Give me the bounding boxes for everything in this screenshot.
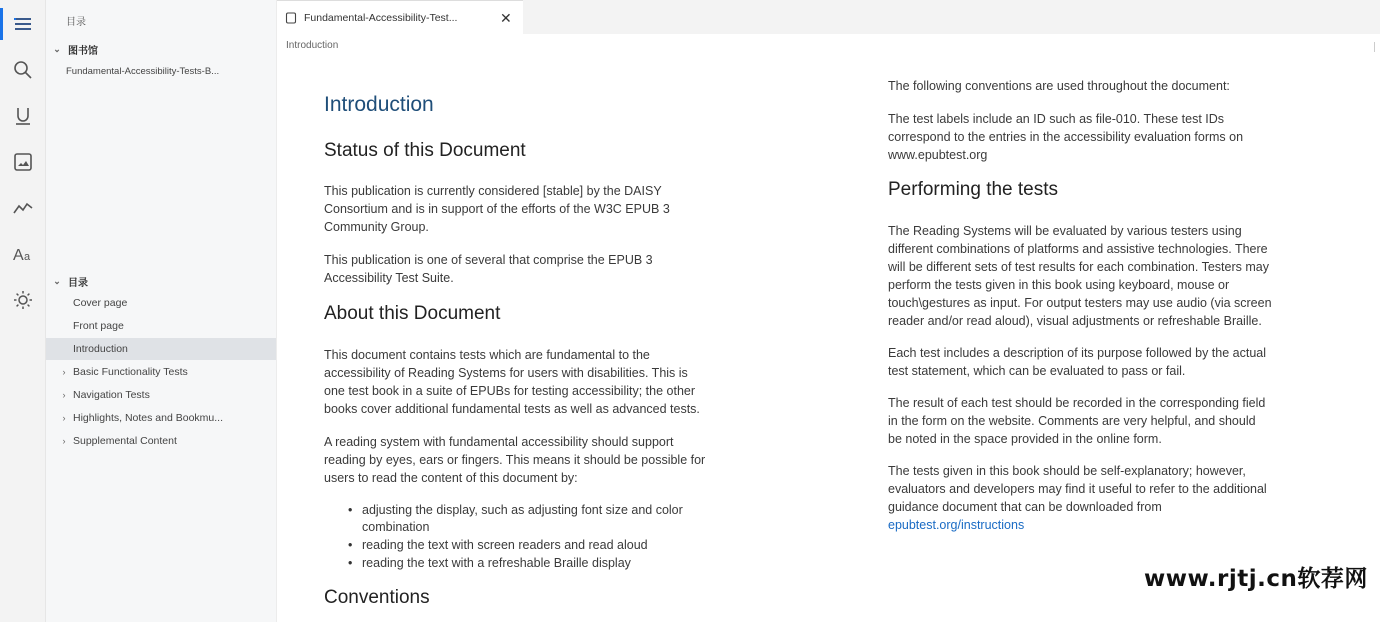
search-icon[interactable] xyxy=(0,50,46,90)
toc-item-supplemental[interactable]: › Supplemental Content xyxy=(46,430,276,452)
toc-item-basic-functionality[interactable]: › Basic Functionality Tests xyxy=(46,361,276,383)
page-title: Introduction xyxy=(324,93,434,116)
heading-conventions: Conventions xyxy=(324,587,430,608)
chart-line-icon[interactable] xyxy=(0,188,46,228)
paragraph-line: Consortium and is in support of the efforts of the W3C EPUB 3 xyxy=(324,202,670,216)
heading-status: Status of this Document xyxy=(324,140,526,161)
sidebar-title: 目录 xyxy=(66,17,86,28)
list-item: • reading the text with a refreshable Braille display xyxy=(362,554,631,572)
paragraph-line: touch\gestures as input. For output testers may use audio (via screen xyxy=(888,296,1272,310)
paragraph-line: perform the tests given in this book using keyboard, mouse or xyxy=(888,278,1230,292)
toc-item-cover-page[interactable]: Cover page xyxy=(73,297,128,309)
library-section[interactable] xyxy=(52,42,98,57)
paragraph-line: The following conventions are used throughout the document: xyxy=(888,79,1230,93)
paragraph-line: This publication is currently considered [stable] by the DAISY xyxy=(324,184,662,198)
paragraph-line: different combinations of platforms and assistive technologies. There xyxy=(888,242,1268,256)
divider xyxy=(1374,42,1375,52)
paragraph-line: accessibility of Reading Systems for users with disabilities. This is xyxy=(324,366,688,380)
toc-label: 目录 xyxy=(68,278,88,289)
underline-icon[interactable] xyxy=(0,96,46,136)
list-item: • reading the text with screen readers and read aloud xyxy=(362,536,648,554)
chevron-down-icon: ⌄ xyxy=(53,44,61,54)
toc-item-highlights[interactable]: › Highlights, Notes and Bookmu... xyxy=(46,407,276,429)
tab-bar xyxy=(277,0,1380,34)
image-icon[interactable] xyxy=(0,142,46,182)
svg-text:A: A xyxy=(13,247,24,264)
activity-bar xyxy=(0,0,46,622)
chevron-right-icon: › xyxy=(62,436,66,446)
paragraph-line: will be different sets of test results for each combination. Testers may xyxy=(888,260,1269,274)
paragraph-line: books cover additional fundamental tests as well as advanced tests. xyxy=(324,402,700,416)
paragraph-line: correspond to the entries in the accessibility evaluation forms on xyxy=(888,130,1244,144)
close-icon[interactable]: ✕ xyxy=(500,9,512,26)
paragraph-line: test statement, which can be evaluated to pass or fail. xyxy=(888,364,1186,378)
paragraph-line: be noted in the space provided in the online form. xyxy=(888,432,1162,446)
toc-list-icon[interactable] xyxy=(0,4,46,44)
chevron-right-icon: › xyxy=(62,367,66,377)
paragraph-line: Accessibility Test Suite. xyxy=(324,271,454,285)
paragraph-line: evaluators and developers may find it useful to refer to the additional xyxy=(888,482,1267,496)
heading-performing: Performing the tests xyxy=(888,179,1059,200)
chevron-right-icon: › xyxy=(62,413,66,423)
chevron-down-icon: ⌄ xyxy=(53,276,61,286)
breadcrumb: Introduction xyxy=(286,40,339,51)
tab-label: Fundamental-Accessibility-Test... xyxy=(304,11,458,24)
toc-section[interactable] xyxy=(52,274,88,289)
paragraph-line: reading by eyes, ears or fingers. This means it should be possible for xyxy=(324,453,706,467)
font-icon[interactable] xyxy=(0,234,46,274)
watermark: www.rjtj.cn软荐网 xyxy=(1144,566,1368,592)
paragraph-line: one test book in a suite of EPUBs for testing accessibility; the other xyxy=(324,384,696,398)
sidebar xyxy=(46,0,277,622)
tab-document[interactable] xyxy=(277,0,523,34)
document-icon xyxy=(285,12,297,24)
paragraph-line: www.epubtest.org xyxy=(888,148,988,162)
sun-icon[interactable] xyxy=(0,280,46,320)
svg-text:a: a xyxy=(24,251,31,263)
list-item: • adjusting the display, such as adjusting font size and color xyxy=(362,501,683,519)
chevron-right-icon: › xyxy=(62,390,66,400)
toc-item-front-page[interactable]: Front page xyxy=(73,320,124,332)
toc-item-navigation-tests[interactable]: › Navigation Tests xyxy=(46,384,276,406)
paragraph-line: reader and/or read aloud), visual adjustments or refreshable Braille. xyxy=(888,314,1262,328)
paragraph-line: A reading system with fundamental accessibility should support xyxy=(324,435,674,449)
book-item[interactable]: Fundamental-Accessibility-Tests-B... xyxy=(66,66,220,77)
heading-about: About this Document xyxy=(324,303,501,324)
paragraph-line: The tests given in this book should be self-explanatory; however, xyxy=(888,464,1246,478)
paragraph-line: The result of each test should be recorded in the corresponding field xyxy=(888,396,1266,410)
list-item-continuation: combination xyxy=(362,520,430,534)
paragraph-line: Each test includes a description of its purpose followed by the actual xyxy=(888,346,1266,360)
paragraph-line: guidance document that can be downloaded from xyxy=(888,500,1162,514)
instructions-link[interactable]: epubtest.org/instructions xyxy=(888,518,1025,532)
paragraph-line: Community Group. xyxy=(324,220,429,234)
paragraph-line: This document contains tests which are fundamental to the xyxy=(324,348,650,362)
paragraph-line: users to read the content of this document by: xyxy=(324,471,578,485)
paragraph-line: The test labels include an ID such as file-010. These test IDs xyxy=(888,112,1225,126)
paragraph-line: in the form on the website. Comments are very helpful, and should xyxy=(888,414,1256,428)
paragraph-line: This publication is one of several that comprise the EPUB 3 xyxy=(324,253,653,267)
paragraph-line: The Reading Systems will be evaluated by various testers using xyxy=(888,224,1242,238)
toc-item-introduction[interactable]: Introduction xyxy=(46,338,276,360)
library-label: 图书馆 xyxy=(68,46,98,57)
